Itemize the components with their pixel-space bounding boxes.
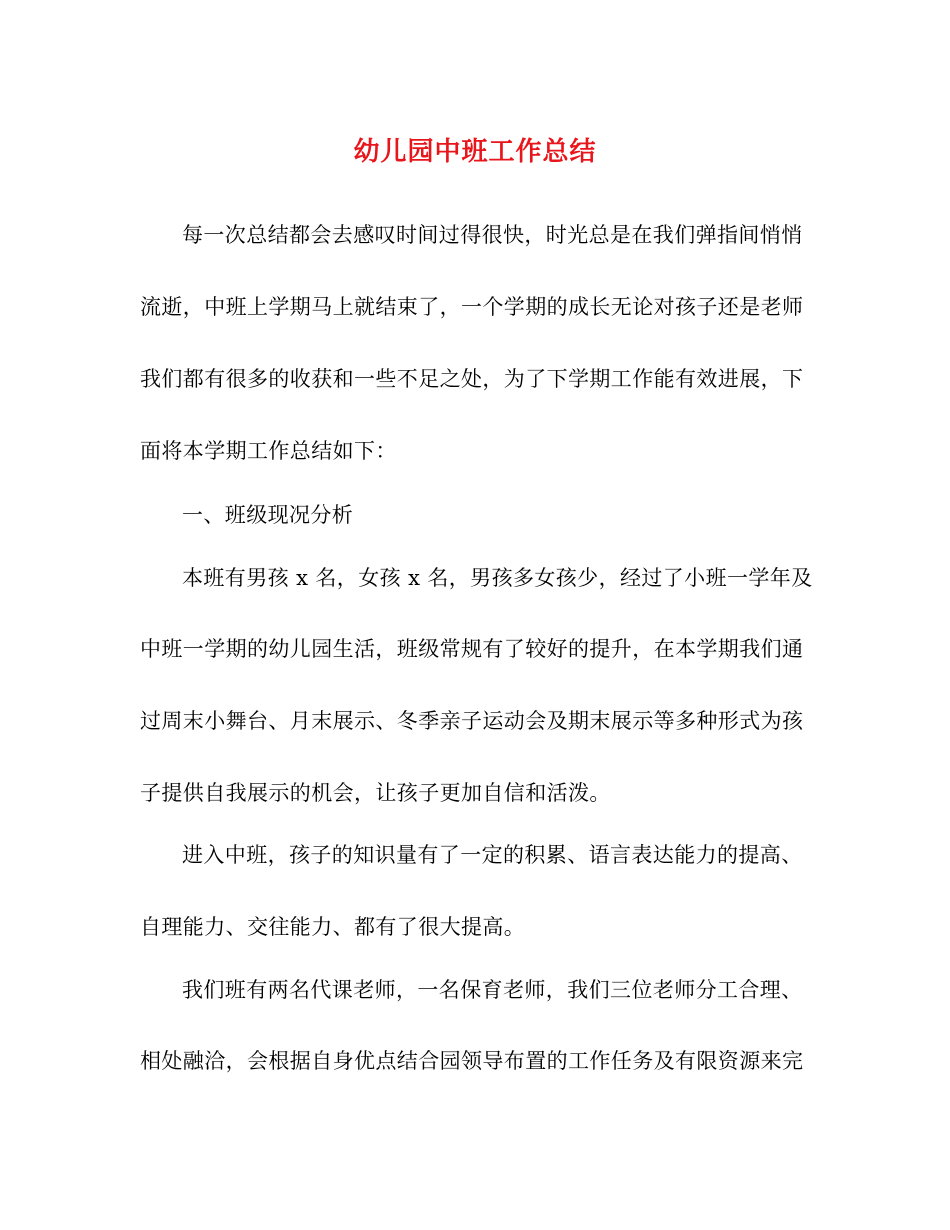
paragraph-line: 每一次总结都会去感叹时间过得很快，时光总是在我们弹指间悄悄: [182, 223, 803, 247]
document-title: 幼儿园中班工作总结: [353, 137, 597, 167]
paragraph-line: 过周末小舞台、月末展示、冬季亲子运动会及期末展示等多种形式为孩: [140, 709, 804, 733]
paragraph-line: 面将本学期工作总结如下：: [140, 439, 397, 463]
paragraph-line: 我们班有两名代课老师，一名保育老师，我们三位老师分工合理、: [182, 978, 803, 1002]
paragraph-line: 流逝，中班上学期马上就结束了，一个学期的成长无论对孩子还是老师: [140, 295, 804, 319]
paragraph-line: 本班有男孩 x 名，女孩 x 名，男孩多女孩少，经过了小班一学年及: [182, 566, 813, 590]
paragraph-line: 进入中班，孩子的知识量有了一定的积累、语言表达能力的提高、: [182, 843, 803, 867]
paragraph-line: 相处融洽，会根据自身优点结合园领导布置的工作任务及有限资源来完: [140, 1049, 804, 1073]
paragraph-line: 我们都有很多的收获和一些不足之处，为了下学期工作能有效进展，下: [140, 367, 804, 391]
paragraph-line: 子提供自我展示的机会，让孩子更加自信和活泼。: [140, 781, 611, 805]
paragraph-line: 自理能力、交往能力、都有了很大提高。: [140, 915, 526, 939]
section-heading: 一、班级现况分析: [182, 503, 354, 527]
paragraph-line: 中班一学期的幼儿园生活，班级常规有了较好的提升，在本学期我们通: [140, 637, 804, 661]
